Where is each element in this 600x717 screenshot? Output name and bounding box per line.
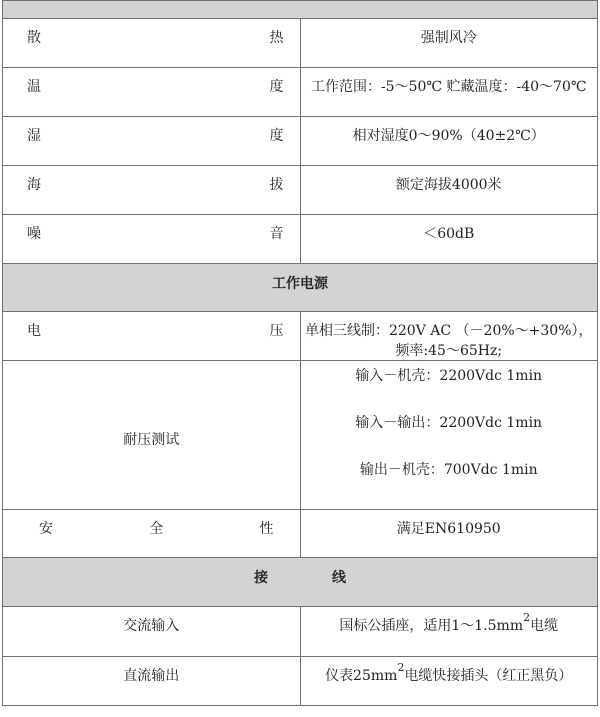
label-withstand: 耐压测试 [3,361,301,510]
label-humidity: 湿 度 [3,117,301,166]
label-noise: 噪 音 [3,215,301,264]
value-safety: 满足EN610950 [300,510,598,558]
row-voltage [3,312,598,361]
value-voltage: 单相三线制：220V AC （－20%～+30%），频率:45～65Hz; [300,312,598,361]
row-withstand [3,361,598,510]
row-dc-output [3,657,598,706]
section-header-power [3,264,598,312]
section-title-power: 工作电源 [3,264,598,312]
label-altitude: 海 拔 [3,166,301,215]
top-section-band [3,1,598,19]
section-title-wiring: 接 线 [3,558,598,607]
row-ac-input [3,607,598,657]
value-temperature: 工作范围：-5～50℃ 贮藏温度：-40～70℃ [300,68,598,117]
label-cooling: 散 热 [3,19,301,68]
row-noise [3,215,598,264]
value-noise: ＜60dB [300,215,598,264]
withstand-line-3: 输出－机壳：700Vdc 1min [359,462,538,478]
row-cooling [3,19,598,68]
value-ac-input: 国标公插座，适用$1\sim 1.5mm^2$电缆 [300,607,598,657]
withstand-line-2: 输入－输出：2200Vdc 1min [355,415,543,431]
value-withstand [300,361,598,510]
label-ac-input: 交流输入 [3,607,301,657]
label-temperature: 温 度 [3,68,301,117]
row-temperature [3,68,598,117]
value-cooling: 强制风冷 [300,19,598,68]
withstand-line-1: 输入－机壳：2200Vdc 1min [355,368,543,384]
row-safety [3,510,598,558]
value-dc-output: 仪表$25mm^2$电缆快接插头（红正黑负） [300,657,598,706]
value-altitude: 额定海拔4000米 [300,166,598,215]
row-altitude [3,166,598,215]
section-header-wiring [3,558,598,607]
label-safety: 安 全 性 [3,510,301,558]
row-humidity [3,117,598,166]
label-voltage: 电 压 [3,312,301,361]
label-dc-output: 直流输出 [3,657,301,706]
value-humidity: 相对湿度0～90%（40±2℃） [300,117,598,166]
spec-table [2,0,598,706]
